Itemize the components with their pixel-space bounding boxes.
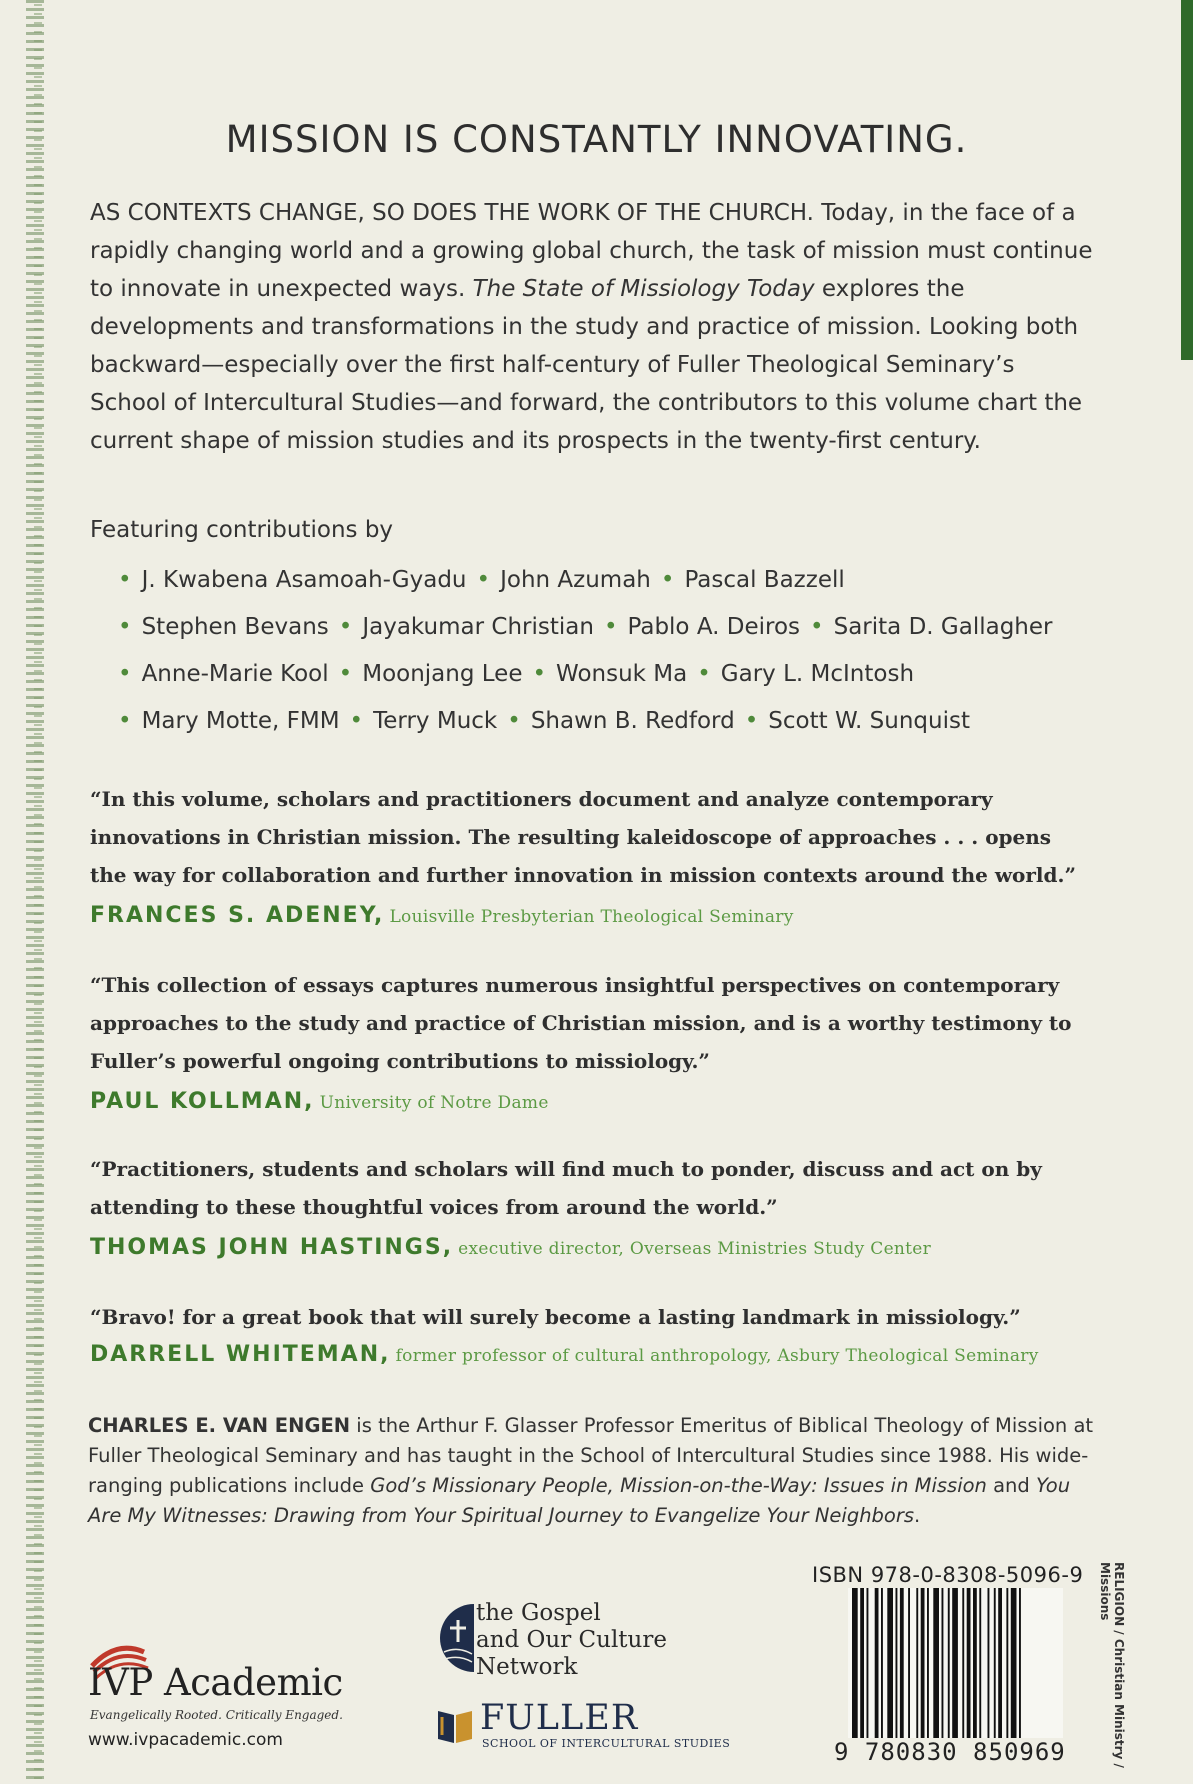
contributor-row xyxy=(118,614,1052,640)
featuring-label: Featuring contributions by xyxy=(90,517,394,543)
barcode-bar xyxy=(962,1588,964,1738)
barcode-bar xyxy=(867,1588,869,1738)
gocn-line-3: Network xyxy=(476,1654,578,1680)
barcode-bar xyxy=(921,1588,925,1738)
contributor-name: Anne-Marie Kool xyxy=(141,661,329,687)
barcode-bar xyxy=(908,1588,910,1738)
spine-edge xyxy=(1181,0,1193,360)
bullet-icon: • xyxy=(476,567,491,593)
bio-text-3: . xyxy=(914,1504,921,1527)
endorser xyxy=(90,1342,1039,1367)
endorser-affiliation: executive director, Overseas Ministries Study Center xyxy=(458,1239,932,1259)
bio-title-1: God’s Missionary People, Mission-on-the-Way: Issues in Mission xyxy=(370,1474,987,1497)
barcode-bar xyxy=(979,1588,981,1738)
contributor-name: J. Kwabena Asamoah-Gyadu xyxy=(141,567,467,593)
contributor-name: Gary L. McIntosh xyxy=(720,661,915,687)
contributor-name: Mary Motte, FMM xyxy=(141,708,340,734)
author-bio xyxy=(88,1411,1098,1531)
headline: MISSION IS CONSTANTLY INNOVATING. xyxy=(225,118,968,161)
barcode-bar xyxy=(881,1588,883,1738)
barcode-bar xyxy=(988,1588,990,1738)
author-name: CHARLES E. VAN ENGEN xyxy=(88,1414,351,1437)
barcode-bar xyxy=(852,1588,858,1738)
endorser-name: DARRELL WHITEMAN, xyxy=(90,1342,391,1367)
contributor-name: Pablo A. Deiros xyxy=(627,614,801,640)
barcode-bar xyxy=(933,1588,939,1738)
barcode-bar xyxy=(942,1588,944,1738)
bullet-icon: • xyxy=(118,661,132,687)
barcode-bar xyxy=(896,1588,898,1738)
intro-text-2: explores the developments and transformations in the study and practice of mission. Looking both backward—especially over the first half-century of Fuller Theological Seminary’s School of Intercultural Studies—and forward, the contributors to this volume chart the current shape of mission studies and its prospects in the twenty-first century. xyxy=(90,276,1083,454)
barcode-bar xyxy=(927,1588,929,1738)
endorser-affiliation: University of Notre Dame xyxy=(319,1093,549,1113)
barcode-bar xyxy=(875,1588,879,1738)
bio-title-2: You Are My Witnesses: Drawing from Your Spiritual Journey to Evangelize Your Neighbors xyxy=(88,1474,1071,1527)
endorsement-quote: “In this volume, scholars and practitioners document and analyze contemporary innovations in Christian mission. The resulting kaleidoscope of approaches . . . opens the way for collaboration and further innovation in mission contexts around the world.” xyxy=(90,787,1076,887)
contributor-name: Shawn B. Redford xyxy=(530,708,735,734)
fuller-subtitle: SCHOOL OF INTERCULTURAL STUDIES xyxy=(482,1737,731,1750)
endorser xyxy=(90,903,794,928)
bullet-icon: • xyxy=(338,661,353,687)
barcode-bar xyxy=(973,1588,977,1738)
contributor-row xyxy=(118,567,845,593)
gocn-line-1: the Gospel xyxy=(476,1600,601,1626)
endorsement-quote: “This collection of essays captures numerous insightful perspectives on contemporary approaches to the study and practice of Christian mission, and is a worthy testimony to Fuller’s powerful ongoing contributions to missiology.” xyxy=(90,973,1072,1073)
barcode-digits: 9 780830 850969 xyxy=(834,1738,1066,1766)
contributor-row xyxy=(118,708,970,734)
barcode-bar xyxy=(952,1588,958,1738)
bullet-icon: • xyxy=(118,614,132,640)
ivp-academic-logo: IVP Academic xyxy=(88,1661,343,1704)
barcode-bar xyxy=(948,1588,950,1738)
contributor-name: Sarita D. Gallagher xyxy=(833,614,1053,640)
barcode-bar xyxy=(900,1588,904,1738)
contributor-name: Pascal Bazzell xyxy=(684,567,845,593)
contributor-name: Moonjang Lee xyxy=(362,661,523,687)
bullet-icon: • xyxy=(603,614,618,640)
gocn-globe-icon xyxy=(436,1602,476,1674)
barcode xyxy=(848,1588,1063,1758)
endorser-affiliation: Louisville Presbyterian Theological Seminary xyxy=(389,907,794,927)
bullet-icon: • xyxy=(660,567,675,593)
contributor-name: Jayakumar Christian xyxy=(362,614,594,640)
endorser-name: PAUL KOLLMAN, xyxy=(90,1089,315,1114)
intro-paragraph xyxy=(90,194,1095,460)
contributor-name: Stephen Bevans xyxy=(141,614,329,640)
barcode-bar xyxy=(887,1588,893,1738)
gocn-line-2: and Our Culture xyxy=(476,1627,667,1653)
contributor-name: Wonsuk Ma xyxy=(556,661,688,687)
bullet-icon: • xyxy=(744,708,759,734)
isbn: ISBN 978-0-8308-5096-9 xyxy=(812,1563,1084,1587)
endorser-affiliation: former professor of cultural anthropology, Asbury Theological Seminary xyxy=(395,1346,1039,1366)
endorser-name: FRANCES S. ADENEY, xyxy=(90,903,385,928)
bullet-icon: • xyxy=(697,661,711,687)
endorser xyxy=(90,1089,549,1114)
publisher-tagline: Evangelically Rooted. Critically Engaged. xyxy=(90,1708,343,1722)
publisher-url: www.ivpacademic.com xyxy=(88,1730,283,1750)
intro-text-1: AS CONTEXTS CHANGE, SO DOES THE WORK OF THE CHURCH. Today, in the face of a rapidly changing world and a growing global church, the task of mission must continue to innovate in unexpected ways. xyxy=(90,200,1093,302)
bullet-icon: • xyxy=(810,614,824,640)
fuller-book-icon xyxy=(434,1705,476,1747)
barcode-bar xyxy=(1006,1588,1008,1738)
endorser xyxy=(90,1235,931,1260)
barcode-bar xyxy=(1019,1588,1021,1738)
bullet-icon: • xyxy=(338,614,353,640)
endorsement-quote: “Practitioners, students and scholars will find much to ponder, discuss and act on by attending to these thoughtful voices from around the world.” xyxy=(90,1157,1042,1219)
bullet-icon: • xyxy=(532,661,547,687)
bullet-icon: • xyxy=(118,708,132,734)
gocn-logo-text xyxy=(476,1600,667,1681)
decorative-border-inner xyxy=(34,4,42,1784)
contributor-name: Scott W. Sunquist xyxy=(768,708,970,734)
bullet-icon: • xyxy=(349,708,364,734)
barcode-bar xyxy=(998,1588,1002,1738)
barcode-bar xyxy=(967,1588,971,1738)
bullet-icon: • xyxy=(507,708,521,734)
contributor-name: John Azumah xyxy=(500,567,651,593)
contributor-name: Terry Muck xyxy=(373,708,498,734)
barcode-bar xyxy=(994,1588,996,1738)
contributor-row xyxy=(118,661,914,687)
endorser-name: THOMAS JOHN HASTINGS, xyxy=(90,1235,454,1260)
endorsement-quote: “Bravo! for a great book that will surely become a lasting landmark in missiology.” xyxy=(90,1305,1021,1329)
bio-text-2: and xyxy=(986,1474,1036,1497)
barcode-bar xyxy=(860,1588,864,1738)
book-title: The State of Missiology Today xyxy=(472,276,815,302)
barcode-bar xyxy=(1011,1588,1017,1738)
barcode-bar xyxy=(916,1588,918,1738)
category-label: RELIGION / Christian Ministry / Missions xyxy=(1098,1562,1126,1768)
bullet-icon: • xyxy=(118,567,132,593)
fuller-logo-text: FULLER xyxy=(480,1698,639,1738)
bio-text-1: is the Arthur F. Glasser Professor Emeritus of Biblical Theology of Mission at Fuller Theological Seminary and has taught in the School of Intercultural Studies since 1988. His wide-ranging publications include xyxy=(88,1414,1094,1497)
